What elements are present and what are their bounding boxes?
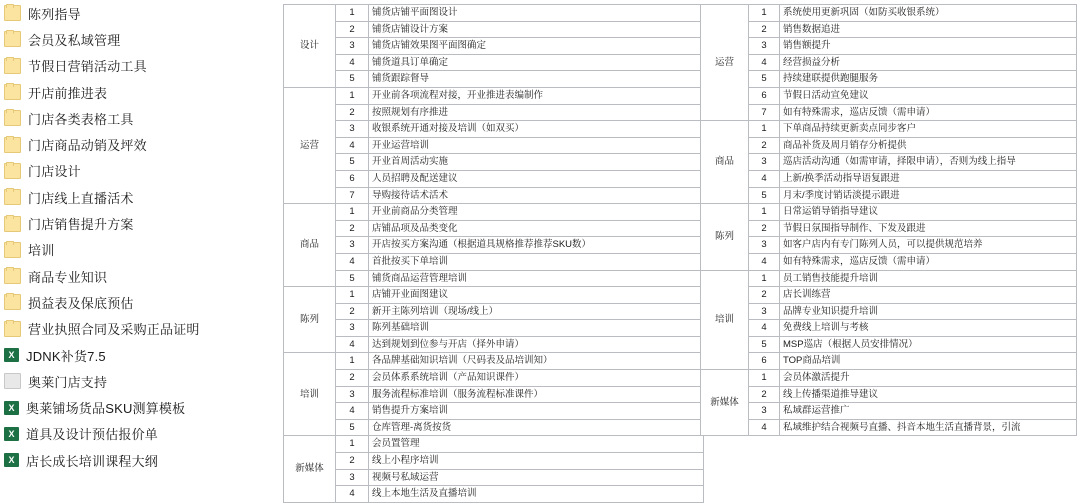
- row-text-cell: 导购接待话术活术: [369, 187, 704, 204]
- row-text-cell: 首批按买下单培训: [369, 253, 704, 270]
- row-text-cell: 商品补货及周月销存分析提供: [780, 137, 1077, 154]
- row-number-cell: 1: [749, 121, 780, 138]
- row-number-cell: 1: [749, 370, 780, 387]
- table-row: [284, 287, 704, 304]
- row-text-cell: 日常运销导销指导建议: [780, 204, 1077, 221]
- category-cell: 设计: [284, 5, 336, 88]
- row-number-cell: 1: [336, 5, 369, 22]
- row-number-cell: 3: [336, 237, 369, 254]
- table-row: [701, 287, 1077, 304]
- row-number-cell: 4: [749, 320, 780, 337]
- table-row: [284, 403, 704, 420]
- table-row: [701, 220, 1077, 237]
- row-text-cell: TOP商品培训: [780, 353, 1077, 370]
- list-item[interactable]: [0, 53, 268, 79]
- table-row: [284, 320, 704, 337]
- row-text-cell: 陈列基础培训: [369, 320, 704, 337]
- row-number-cell: 1: [336, 287, 369, 304]
- list-item[interactable]: [0, 131, 268, 157]
- row-number-cell: 3: [749, 403, 780, 420]
- row-number-cell: 4: [336, 403, 369, 420]
- table-row: [284, 220, 704, 237]
- table-row: [701, 336, 1077, 353]
- row-text-cell: 店铺开业面图建议: [369, 287, 704, 304]
- folder-icon: [4, 31, 21, 47]
- row-number-cell: 5: [336, 270, 369, 287]
- table-row: [284, 253, 704, 270]
- file-name: 奥莱门店支持: [28, 374, 108, 390]
- list-item[interactable]: [0, 158, 268, 184]
- excel-icon: X: [4, 453, 19, 467]
- list-item[interactable]: [0, 394, 268, 420]
- table-row: [284, 386, 704, 403]
- row-text-cell: 店铺品项及品类变化: [369, 220, 704, 237]
- excel-icon: X: [4, 427, 19, 441]
- row-text-cell: 私域维护结合视频号直播、抖音本地生活直播背景，引流: [780, 419, 1077, 436]
- row-number-cell: 3: [336, 386, 369, 403]
- table-row: [701, 54, 1077, 71]
- table-row: [284, 303, 704, 320]
- row-number-cell: 2: [336, 303, 369, 320]
- row-number-cell: 2: [749, 137, 780, 154]
- list-item[interactable]: [0, 289, 268, 315]
- file-name: 门店线上直播活术: [28, 190, 134, 206]
- table-row: [284, 486, 704, 503]
- row-number-cell: 2: [749, 287, 780, 304]
- row-text-cell: 品牌专业知识提升培训: [780, 303, 1077, 320]
- folder-icon: [4, 268, 21, 284]
- file-name: 开店前推进表: [28, 85, 108, 101]
- table-row: [284, 38, 704, 55]
- row-text-cell: 按照规划有序推进: [369, 104, 704, 121]
- row-text-cell: 上新/换季活动指导语复跟进: [780, 170, 1077, 187]
- list-item[interactable]: [0, 421, 268, 447]
- row-text-cell: 如有特殊需求，巡店反馈（需申请）: [780, 104, 1077, 121]
- table-row: [701, 253, 1077, 270]
- list-item[interactable]: [0, 263, 268, 289]
- table-row: [284, 5, 704, 22]
- row-number-cell: 3: [336, 121, 369, 138]
- row-text-cell: 铺货店铺效果图平面图确定: [369, 38, 704, 55]
- table-row: [284, 54, 704, 71]
- file-name: 门店销售提升方案: [28, 217, 134, 233]
- row-number-cell: 1: [336, 436, 369, 453]
- file-name: 门店商品动销及坪效: [28, 138, 147, 154]
- table-row: [701, 370, 1077, 387]
- folder-icon: [4, 321, 21, 337]
- row-number-cell: 1: [336, 353, 369, 370]
- table-row: [284, 453, 704, 470]
- row-text-cell: MSP巡店（根据人员安排情况）: [780, 336, 1077, 353]
- row-number-cell: 2: [749, 21, 780, 38]
- table-row: [701, 353, 1077, 370]
- row-number-cell: 4: [336, 253, 369, 270]
- row-text-cell: 线上传播渠道推导建议: [780, 386, 1077, 403]
- category-cell: 陈列: [284, 287, 336, 353]
- file-name: 会员及私域管理: [28, 32, 121, 48]
- row-number-cell: 1: [336, 87, 369, 104]
- folder-icon: [4, 58, 21, 74]
- row-text-cell: 销售提升方案培训: [369, 403, 704, 420]
- category-cell: 新媒体: [284, 436, 336, 502]
- file-name: 培训: [28, 243, 55, 259]
- row-text-cell: 开店按买方案沟通（根据道具规格推荐推荐SKU数）: [369, 237, 704, 254]
- file-name: 陈列指导: [28, 6, 81, 22]
- row-text-cell: 开业前商品分类管理: [369, 204, 704, 221]
- list-item[interactable]: [0, 342, 268, 368]
- category-cell: 新媒体: [701, 370, 749, 436]
- table-row: [701, 187, 1077, 204]
- table-row: [284, 104, 704, 121]
- row-number-cell: 2: [336, 220, 369, 237]
- table-body-right: [701, 5, 1077, 436]
- row-number-cell: 5: [749, 71, 780, 88]
- row-number-cell: 3: [749, 38, 780, 55]
- row-text-cell: 线上小程序培训: [369, 453, 704, 470]
- table-row: [701, 237, 1077, 254]
- file-name: 营业执照合同及采购正品证明: [28, 322, 200, 338]
- table-row: [284, 436, 704, 453]
- file-name: 节假日营销活动工具: [28, 59, 147, 75]
- category-cell: 运营: [701, 5, 749, 121]
- row-number-cell: 5: [336, 419, 369, 436]
- row-text-cell: 各品牌基础知识培训（尺码表及品培训知）: [369, 353, 704, 370]
- row-text-cell: 会员置管理: [369, 436, 704, 453]
- row-number-cell: 7: [749, 104, 780, 121]
- row-text-cell: 开业首周活动实施: [369, 154, 704, 171]
- row-number-cell: 5: [749, 336, 780, 353]
- row-text-cell: 如有特殊需求，巡店反馈（需申请）: [780, 253, 1077, 270]
- table-row: [284, 237, 704, 254]
- row-text-cell: 开业运营培训: [369, 137, 704, 154]
- row-number-cell: 4: [749, 253, 780, 270]
- row-text-cell: 达到规划到位参与开店（择外申请）: [369, 336, 704, 353]
- table-row: [701, 21, 1077, 38]
- folder-icon: [4, 137, 21, 153]
- table-row: [701, 137, 1077, 154]
- table-body-mid: [284, 5, 704, 503]
- row-number-cell: 4: [749, 419, 780, 436]
- folder-icon: [4, 189, 21, 205]
- row-text-cell: 会员体系系统培训（产品知识课件）: [369, 370, 704, 387]
- table-row: [701, 419, 1077, 436]
- table-row: [701, 270, 1077, 287]
- row-text-cell: 铺货店铺设计方案: [369, 21, 704, 38]
- table-row: [284, 187, 704, 204]
- row-text-cell: 视频号私域运营: [369, 469, 704, 486]
- table-row: [284, 121, 704, 138]
- file-name: 奥莱铺场货品SKU测算模板: [26, 401, 186, 417]
- row-text-cell: 仓库管理-离货按货: [369, 419, 704, 436]
- table-row: [284, 270, 704, 287]
- row-number-cell: 1: [336, 204, 369, 221]
- file-name: 损益表及保底预估: [28, 295, 134, 311]
- category-cell: 商品: [284, 204, 336, 287]
- row-text-cell: 人员招聘及配送建议: [369, 170, 704, 187]
- list-item[interactable]: [0, 105, 268, 131]
- table-row: [284, 137, 704, 154]
- folder-icon: [4, 84, 21, 100]
- document-icon: [4, 373, 21, 389]
- table-row: [701, 170, 1077, 187]
- row-number-cell: 4: [336, 137, 369, 154]
- table-row: [284, 87, 704, 104]
- list-item[interactable]: [0, 237, 268, 263]
- row-number-cell: 1: [749, 5, 780, 22]
- file-name: 门店各类表格工具: [28, 111, 134, 127]
- row-text-cell: 线上本地生活及直播培训: [369, 486, 704, 503]
- file-name: 门店设计: [28, 164, 81, 180]
- row-text-cell: 收银系统开通对接及培训（如双买）: [369, 121, 704, 138]
- service-table-pre-open: [283, 4, 704, 503]
- row-number-cell: 2: [336, 370, 369, 387]
- row-text-cell: 月末/季度讨销话淡提示跟进: [780, 187, 1077, 204]
- table-row: [701, 121, 1077, 138]
- row-text-cell: 节假日氛围指导制作、下发及跟进: [780, 220, 1077, 237]
- table-row: [701, 38, 1077, 55]
- table-row: [701, 403, 1077, 420]
- category-cell: 培训: [701, 270, 749, 370]
- row-number-cell: 3: [336, 469, 369, 486]
- table-row: [284, 419, 704, 436]
- list-item[interactable]: [0, 0, 268, 26]
- row-number-cell: 5: [336, 154, 369, 171]
- file-name: 商品专业知识: [28, 269, 108, 285]
- row-number-cell: 2: [336, 21, 369, 38]
- list-item[interactable]: [0, 447, 268, 473]
- row-number-cell: 1: [749, 270, 780, 287]
- table-row: [701, 104, 1077, 121]
- row-number-cell: 5: [749, 187, 780, 204]
- table-row: [284, 154, 704, 171]
- row-text-cell: 铺货跟踪督导: [369, 71, 704, 88]
- category-cell: 运营: [284, 87, 336, 203]
- folder-icon: [4, 5, 21, 21]
- row-text-cell: 会员体激活提升: [780, 370, 1077, 387]
- row-text-cell: 员工销售技能提升培训: [780, 270, 1077, 287]
- list-item[interactable]: [0, 210, 268, 236]
- row-number-cell: 2: [336, 453, 369, 470]
- table-row: [701, 5, 1077, 22]
- row-text-cell: 铺货商品运营管理培训: [369, 270, 704, 287]
- row-number-cell: 2: [749, 386, 780, 403]
- row-text-cell: 新开主陈列培训（现场/线上）: [369, 303, 704, 320]
- table-row: [284, 204, 704, 221]
- table-row: [701, 320, 1077, 337]
- table-row: [701, 303, 1077, 320]
- table-row: [701, 204, 1077, 221]
- file-name: JDNK补货7.5: [26, 348, 106, 364]
- row-number-cell: 7: [336, 187, 369, 204]
- table-row: [284, 71, 704, 88]
- file-name: 店长成长培训课程大纲: [26, 453, 159, 469]
- list-item[interactable]: [0, 26, 268, 52]
- category-cell: 商品: [701, 121, 749, 204]
- row-number-cell: 4: [336, 336, 369, 353]
- row-text-cell: 铺货店铺平面图设计: [369, 5, 704, 22]
- list-item[interactable]: [0, 79, 268, 105]
- row-number-cell: 4: [336, 486, 369, 503]
- list-item[interactable]: [0, 316, 268, 342]
- row-number-cell: 5: [336, 71, 369, 88]
- row-number-cell: 3: [336, 38, 369, 55]
- row-text-cell: 巡店活动沟通（如需审请，择限申请），否则为线上指导: [780, 154, 1077, 171]
- service-table-post-open: [700, 4, 1077, 436]
- row-text-cell: 服务流程标准培训（服务流程标准课件）: [369, 386, 704, 403]
- folder-icon: [4, 216, 21, 232]
- table-row: [284, 21, 704, 38]
- table-row: [701, 154, 1077, 171]
- folder-icon: [4, 242, 21, 258]
- table-row: [701, 87, 1077, 104]
- table-row: [284, 353, 704, 370]
- row-number-cell: 4: [749, 170, 780, 187]
- row-number-cell: 3: [749, 303, 780, 320]
- row-text-cell: 持续建联提供跑腿服务: [780, 71, 1077, 88]
- list-item[interactable]: [0, 184, 268, 210]
- table-row: [284, 336, 704, 353]
- row-number-cell: 6: [749, 353, 780, 370]
- row-number-cell: 3: [749, 237, 780, 254]
- row-text-cell: 免费线上培训与考核: [780, 320, 1077, 337]
- row-text-cell: 私域群运营推广: [780, 403, 1077, 420]
- excel-icon: X: [4, 401, 19, 415]
- table-row: [284, 370, 704, 387]
- row-number-cell: 3: [749, 154, 780, 171]
- row-number-cell: 2: [749, 220, 780, 237]
- row-text-cell: 开业前各项流程对接，开业推进表编制作: [369, 87, 704, 104]
- table-row: [701, 386, 1077, 403]
- row-text-cell: 销售数据追进: [780, 21, 1077, 38]
- row-text-cell: 铺货道具订单确定: [369, 54, 704, 71]
- row-number-cell: 6: [336, 170, 369, 187]
- row-number-cell: 4: [336, 54, 369, 71]
- row-number-cell: 2: [336, 104, 369, 121]
- category-cell: 培训: [284, 353, 336, 436]
- table-row: [284, 469, 704, 486]
- file-name: 道具及设计预估报价单: [26, 427, 159, 443]
- table-row: [701, 71, 1077, 88]
- category-cell: 陈列: [701, 204, 749, 270]
- list-item[interactable]: [0, 368, 268, 394]
- row-number-cell: 3: [336, 320, 369, 337]
- row-text-cell: 下单商品持续更新卖点同步客户: [780, 121, 1077, 138]
- row-text-cell: 系统使用更新巩固（如防买收银系统）: [780, 5, 1077, 22]
- row-text-cell: 如客户店内有专门陈列人员，可以提供规范培养: [780, 237, 1077, 254]
- table-row: [284, 170, 704, 187]
- folder-icon: [4, 163, 21, 179]
- excel-icon: X: [4, 348, 19, 362]
- row-text-cell: 店长训练营: [780, 287, 1077, 304]
- folder-icon: [4, 294, 21, 310]
- folder-icon: [4, 110, 21, 126]
- row-number-cell: 4: [749, 54, 780, 71]
- row-number-cell: 1: [749, 204, 780, 221]
- file-list[interactable]: [0, 0, 268, 469]
- row-text-cell: 销售额提升: [780, 38, 1077, 55]
- row-number-cell: 6: [749, 87, 780, 104]
- row-text-cell: 经营损益分析: [780, 54, 1077, 71]
- row-text-cell: 节假日活动宣免建议: [780, 87, 1077, 104]
